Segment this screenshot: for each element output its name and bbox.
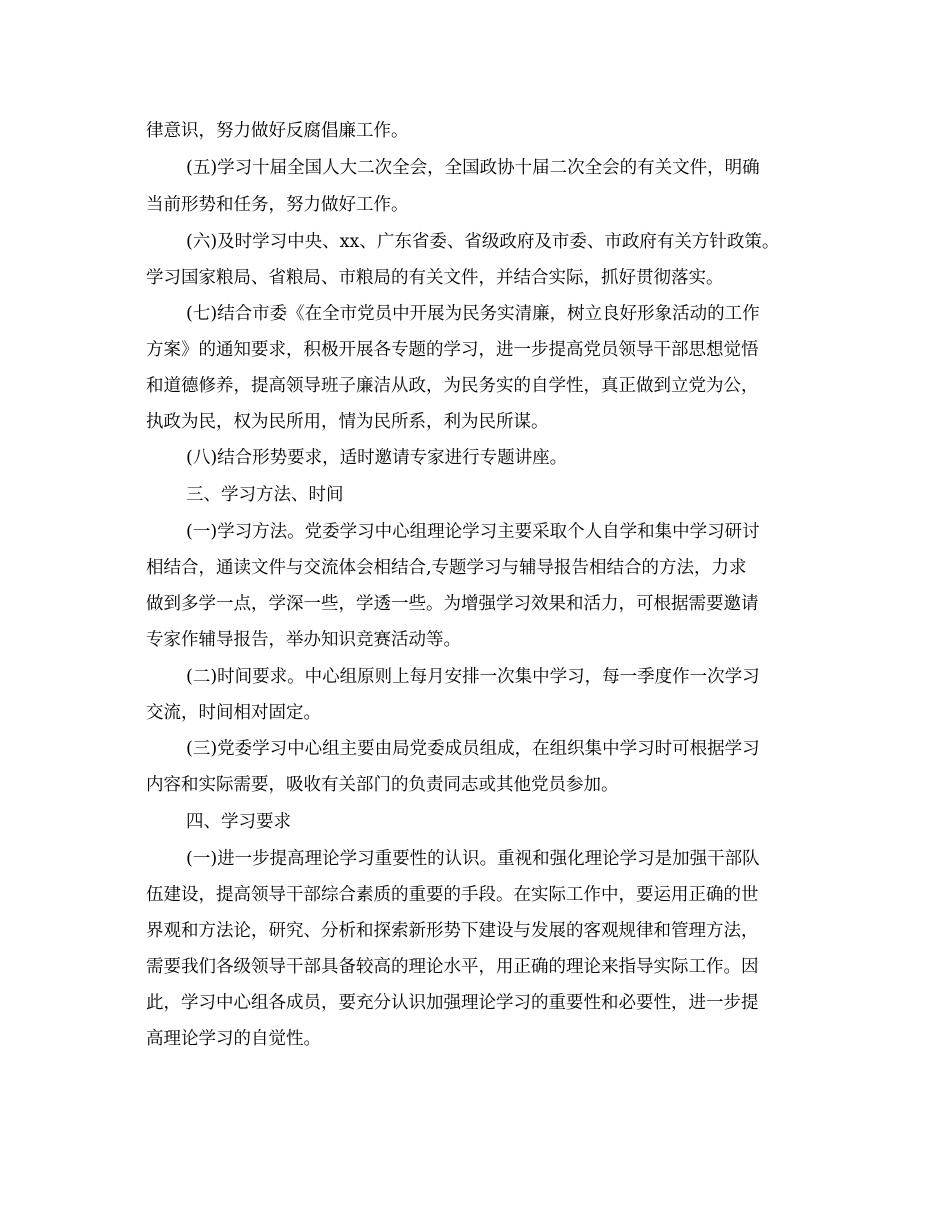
text-line: 方案》的通知要求，积极开展各专题的学习，进一步提高党员领导干部思想觉悟 [146, 340, 759, 360]
text-line: 学习国家粮局、省粮局、市粮局的有关文件，并结合实际，抓好贯彻落实。 [146, 268, 724, 288]
text-line: 内容和实际需要，吸收有关部门的负责同志或其他党员参加。 [146, 775, 619, 795]
text-line: 当前形势和任务，努力做好工作。 [146, 195, 409, 215]
text-line: 和道德修养，提高领导班子廉洁从政，为民务实的自学性，真正做到立党为公， [146, 376, 759, 396]
text-line: 专家作辅导报告，举办知识竞赛活动等。 [146, 630, 461, 650]
text-line: (三)党委学习中心组主要由局党委成员组成，在组织集中学习时可根据学习 [186, 739, 760, 759]
text-line: (一)进一步提高理论学习重要性的认识。重视和强化理论学习是加强干部队 [186, 849, 760, 869]
text-line: 相结合，通读文件与交流体会相结合,专题学习与辅导报告相结合的方法，力求 [146, 558, 747, 578]
text-line: 需要我们各级领导干部具备较高的理论水平，用正确的理论来指导实际工作。因 [146, 957, 759, 977]
text-line: 执政为民，权为民所用，情为民所系，利为民所谋。 [146, 412, 549, 432]
section-heading: 三、学习方法、时间 [186, 485, 344, 505]
text-line: 交流，时间相对固定。 [146, 703, 321, 723]
text-line: 律意识，努力做好反腐倡廉工作。 [146, 121, 409, 141]
text-line: 此，学习中心组各成员，要充分认识加强理论学习的重要性和必要性，进一步提 [146, 993, 759, 1013]
text-line: 伍建设，提高领导干部综合素质的重要的手段。在实际工作中，要运用正确的世 [146, 885, 759, 905]
text-line: (五)学习十届全国人大二次全会，全国政协十届二次全会的有关文件，明确 [186, 158, 760, 178]
text-line: 做到多学一点，学深一些，学透一些。为增强学习效果和活力，可根据需要邀请 [146, 594, 759, 614]
text-line: (二)时间要求。中心组原则上每月安排一次集中学习，每一季度作一次学习 [186, 667, 760, 687]
text-line: (八)结合形势要求，适时邀请专家进行专题讲座。 [186, 448, 568, 468]
section-heading: 四、学习要求 [186, 812, 291, 832]
text-line: 高理论学习的自觉性。 [146, 1029, 321, 1049]
text-line: (七)结合市委《在全市党员中开展为民务实清廉，树立良好形象活动的工作 [186, 304, 760, 324]
text-line: 界观和方法论，研究、分析和探索新形势下建设与发展的客观规律和管理方法， [146, 921, 759, 941]
text-line: (一)学习方法。党委学习中心组理论学习主要采取个人自学和集中学习研讨 [186, 522, 760, 542]
text-line: (六)及时学习中央、xx、广东省委、省级政府及市委、市政府有关方针政策。 [186, 232, 780, 252]
